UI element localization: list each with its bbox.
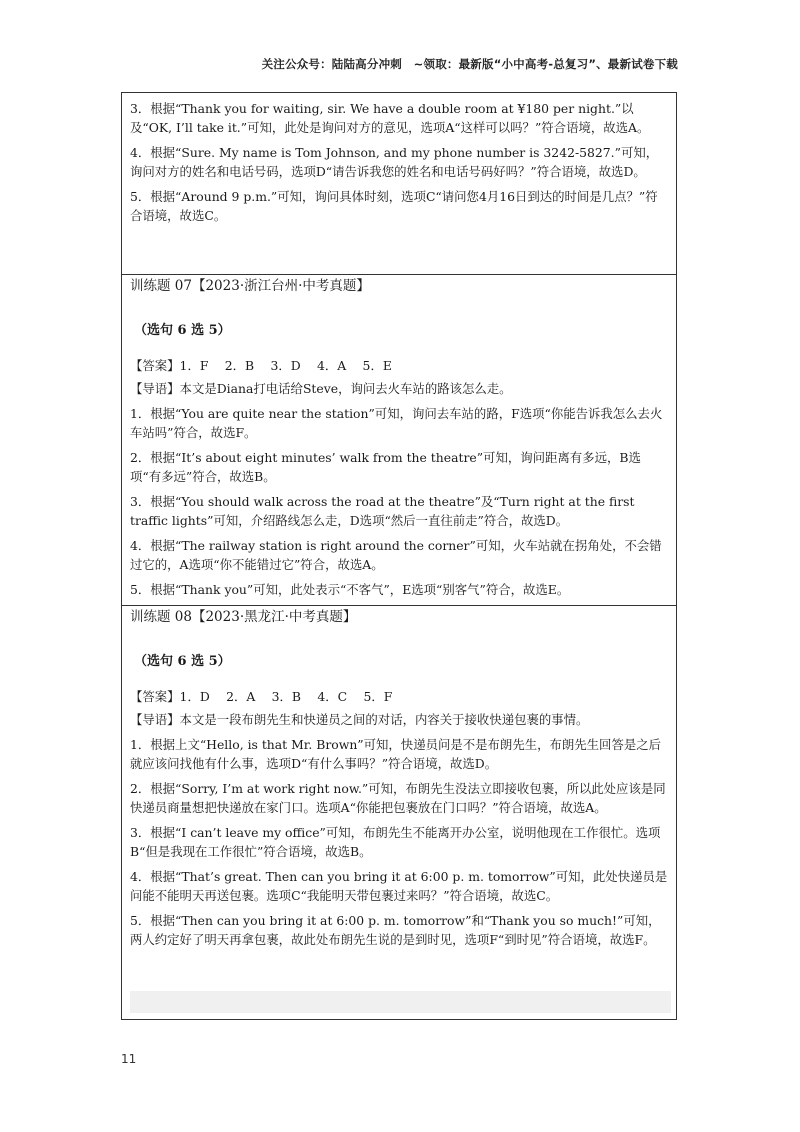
- prev-section: [122, 99, 676, 231]
- section-08-title: 训练题 08【2023·黑龙江·中考真题】: [130, 609, 357, 625]
- section-07-subtitle: （选句 6 选 5）: [134, 323, 231, 338]
- section-07-item-5: 5．根据“Thank you”可知，此处表示“不客气”，E选项“别客气”符合，故选E。: [130, 582, 570, 597]
- section-08-answer: 【答案】1．D 2．A 3．B 4．C 5．F: [130, 689, 393, 704]
- prev-item-5: 5．根据“Around 9 p.m.”可知，询问具体时刻，选项C“请问您4月16日到达的时间是几点？”符合语境，故选C。: [130, 189, 658, 223]
- section-08-item-5: 5．根据“Then can you bring it at 6:00 p. m. tomorrow”和“Thank you so much!”可知，两人约定好了明天再拿包裹，故此处布朗先生说的是到时见，选项F“到时见”符合语境，故选F。: [130, 913, 661, 947]
- section-07: [122, 276, 676, 605]
- prev-item-4: 4．根据“Sure. My name is Tom Johnson, and my phone number is 3242-5827.”可知，询问对方的姓名和电话号码，选项D“请告诉我您的姓名和电话号码好吗？”符合语境，故选D。: [130, 145, 659, 179]
- divider: [122, 274, 676, 275]
- divider: [122, 605, 676, 606]
- section-08-subtitle: （选句 6 选 5）: [134, 654, 231, 669]
- section-08-item-1: 1．根据上文“Hello, is that Mr. Brown”可知，快递员问是不是布朗先生，布朗先生回答是之后就应该问找他有什么事，选项D“有什么事吗？”符合语境，故选D。: [130, 737, 662, 771]
- page-number: 11: [121, 1052, 137, 1066]
- section-08-item-3: 3．根据“I can’t leave my office”可知，布朗先生不能离开办公室，说明他现在工作很忙。选项B“但是我现在工作很忙”符合语境，故选B。: [130, 825, 661, 859]
- section-07-title: 训练题 07【2023·浙江台州·中考真题】: [130, 278, 370, 294]
- section-08-item-4: 4．根据“That’s great. Then can you bring it at 6:00 p. m. tomorrow”可知，此处快递员是问能不能明天再送包裹。选项C“我能明天带包裹过来吗？”符合语境，故选C。: [130, 869, 668, 903]
- section-08-item-2: 2．根据“Sorry, I’m at work right now.”可知，布朗先生没法立即接收包裹，所以此处应该是同快递员商量想把快递放在家门口。选项A“你能把包裹放在门口吗？”符合语境，故选A。: [130, 781, 666, 815]
- section-07-item-4: 4．根据“The railway station is right around the corner”可知，火车站就在拐角处，不会错过它的，A选项“你不能错过它”符合，故选A。: [130, 538, 662, 572]
- section-07-guide: 【导语】本文是Diana打电话给Steve，询问去火车站的路该怎么走。: [130, 381, 512, 396]
- section-07-item-1: 1．根据“You are quite near the station”可知，询问去车站的路，F选项“你能告诉我怎么去火车站吗”符合，故选F。: [130, 406, 663, 440]
- section-07-answer: 【答案】1．F 2．B 3．D 4．A 5．E: [130, 358, 392, 373]
- content-table: [121, 92, 677, 1020]
- empty-shaded-row: [130, 991, 671, 1013]
- section-08: [122, 607, 676, 955]
- page-header: 关注公众号：陆陆高分冲刺 ~领取：最新版“小中高考-总复习”、最新试卷下载: [261, 57, 678, 71]
- section-08-guide: 【导语】本文是一段布朗先生和快递员之间的对话，内容关于接收快递包裹的事情。: [130, 712, 589, 727]
- prev-item-3: 3．根据“Thank you for waiting, sir. We have a double room at ¥180 per night.”以及“OK, I’ll take it.”可知，此处是询问对方的意见，选项A“这样可以吗？”符合语境，故选A。: [130, 101, 650, 135]
- section-07-item-2: 2．根据“It’s about eight minutes’ walk from the theatre”可知，询问距离有多远，B选项“有多远”符合，故选B。: [130, 450, 641, 484]
- section-07-item-3: 3．根据“You should walk across the road at the theatre”及“Turn right at the first traffic lights”可知，介绍路线怎么走，D选项“然后一直往前走”符合，故选D。: [130, 494, 635, 528]
